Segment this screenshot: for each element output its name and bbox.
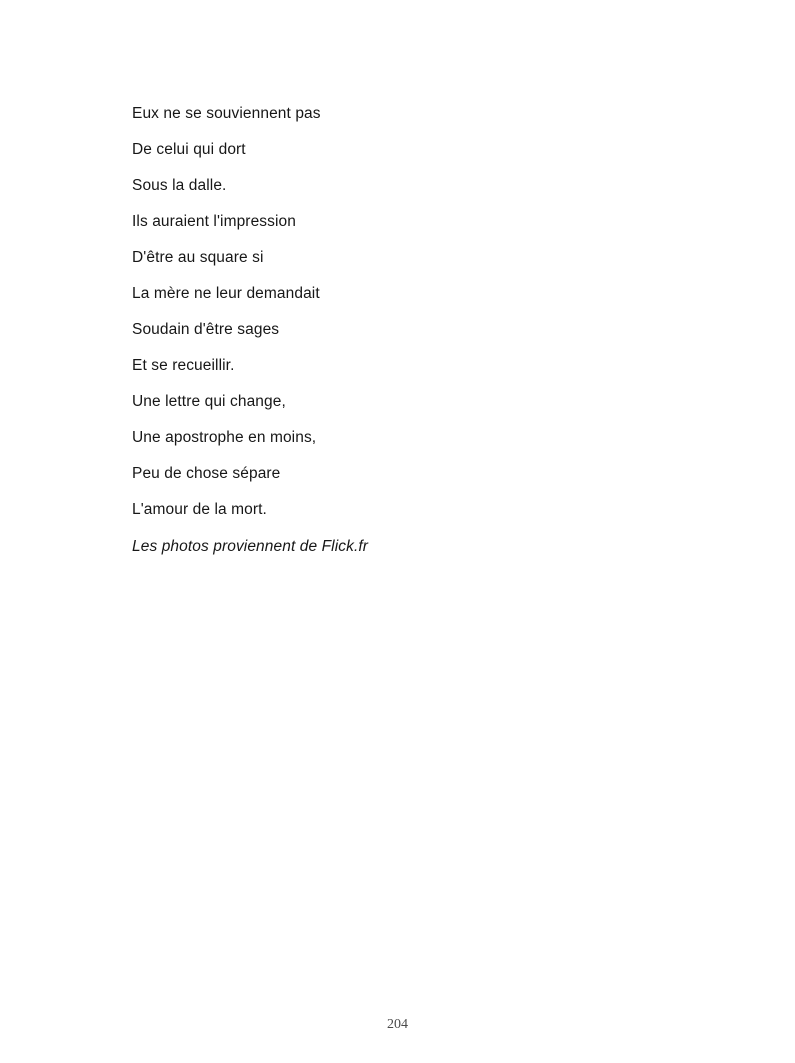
poem-line: Soudain d'être sages [132, 321, 280, 338]
poem-line: De celui qui dort [132, 141, 246, 158]
poem-line: L'amour de la mort. [132, 501, 267, 518]
poem-line: Ils auraient l'impression [132, 213, 296, 230]
poem-line: Une lettre qui change, [132, 393, 286, 410]
poem-line: Une apostrophe en moins, [132, 429, 317, 446]
poem-body [132, 96, 652, 565]
poem-line: Eux ne se souviennent pas [132, 105, 321, 122]
photo-credit-line: Les photos proviennent de Flick.fr [132, 538, 369, 555]
poem-line: Et se recueillir. [132, 357, 235, 374]
poem-line: D'être au square si [132, 249, 264, 266]
poem-line: Peu de chose sépare [132, 465, 281, 482]
poem-line: La mère ne leur demandait [132, 285, 320, 302]
page-number: 204 [387, 1017, 408, 1032]
poem-line: Sous la dalle. [132, 177, 227, 194]
